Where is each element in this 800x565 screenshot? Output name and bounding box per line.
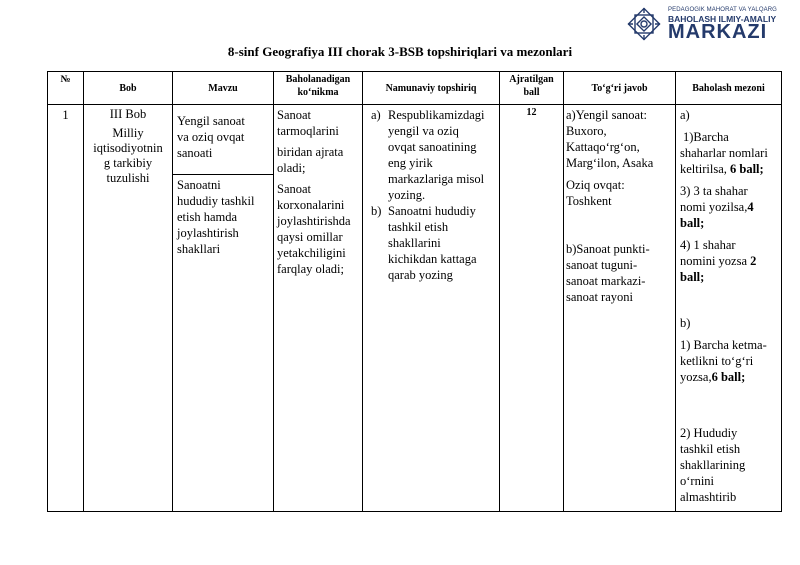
task-line: shakllarini [388,236,441,250]
criteria-line: 3) 3 ta shahar [680,184,748,198]
criteria-text: keltirilsa, [680,162,727,176]
col-line-3 [273,71,274,512]
mavzu-line: sanoati [177,146,213,160]
task-line: markazlariga misol [388,172,485,186]
criteria-score: 6 ball; [711,370,746,384]
ornament-emblem-icon [624,5,664,43]
header-mavzu-label: Mavzu [208,83,238,94]
task-line: Respublikamizdagi [388,108,485,122]
konikma-cell [277,107,362,277]
col-line-4 [362,71,363,512]
task-line: Sanoatni hududiy [388,204,476,218]
criteria-score: ball; [680,216,705,230]
answer-line: Oziq ovqat: [566,178,625,192]
criteria-line: o‘rnini [680,474,715,488]
criteria-text: nomi yozilsa, [680,200,748,214]
header-baholanadigan [274,73,362,99]
criteria-line: almashtirib [680,490,737,504]
mavzu-divider [172,174,273,175]
bob-line: Milliy [112,126,144,140]
header-baholash-mezoni [676,82,781,95]
mavzu-line: shakllari [177,242,221,256]
row-number [48,107,83,123]
mavzu-line: etish hamda [177,210,238,224]
logo-line-markazi: MARKAZI [668,21,768,43]
konikma-line: yetakchiligini [277,246,346,260]
konikma-line: joylashtirishda [277,214,351,228]
criteria-line [680,369,781,385]
task-line: qarab yozing [388,268,453,282]
bob-cell [84,107,172,186]
criteria-text: nomini yozsa [680,254,748,268]
task-list [371,107,499,283]
task-line: tashkil etish [388,220,449,234]
konikma-line: Sanoat [277,108,312,122]
mavzu-line: joylashtirish [177,226,239,240]
criteria-line: tashkil etish [680,442,741,456]
mavzu-line: Sanoatni [177,178,221,192]
header-mavzu [173,82,273,95]
col-line-2 [172,71,173,512]
page-title: 8-sinf Geografiya III chorak 3-BSB topshiriqlari va mezonlari [227,44,573,59]
header-number-label: № [60,74,71,85]
header-togri-label: To‘g‘ri javob [591,83,648,94]
col-line-6 [563,71,564,512]
criteria-score: 2 [750,254,757,268]
konikma-line: farqlay oladi; [277,262,344,276]
mavzu-cell-b [177,177,273,257]
bob-line: g tarkibiy [103,156,153,170]
header-baholanadigan-line1: Baholanadigan [285,74,351,85]
answer-line: sanoat tuguni- [566,258,638,272]
answer-line: sanoat rayoni [566,290,633,304]
konikma-line: qaysi omillar [277,230,343,244]
mavzu-line: Yengil sanoat [177,114,245,128]
task-line: eng yirik [388,156,433,170]
header-namunaviy [363,82,499,95]
criteria-line: 1)Barcha [683,130,729,144]
answer-line: Kattaqo‘rg‘on, [566,140,640,154]
criteria-score: ball; [680,270,705,284]
bob-line: III Bob [109,107,147,121]
criteria-line: 2) Hududiy [680,426,738,440]
ajratilgan-ball-cell [500,107,563,118]
criteria-line [680,253,781,269]
col-line-8 [781,71,782,512]
criteria-line [680,161,781,177]
criteria-line: shakllarining [680,458,746,472]
togri-javob-cell [566,107,675,305]
header-togri-javob [564,82,675,95]
criteria-score: 6 ball; [730,162,764,176]
criteria-line: 1) Barcha ketma- [680,338,767,352]
task-marker: b) [371,204,382,218]
header-ajratilgan-line2: ball [523,87,540,98]
konikma-line: oladi; [277,161,306,175]
header-ajratilgan [500,73,563,99]
header-bob [84,82,172,95]
answer-line: b)Sanoat punkti- [566,242,650,256]
answer-line: sanoat markazi- [566,274,646,288]
task-line: yengil va oziq [388,124,459,138]
ball-value: 12 [526,107,537,118]
row-number-value: 1 [62,108,69,122]
markazi-logo [624,5,786,43]
header-baholanadigan-line2: ko‘nikma [297,87,339,98]
criteria-line: b) [680,316,691,330]
task-item-b [371,203,499,283]
task-line: ovqat sanoatining [388,140,477,154]
table-header-divider [47,104,782,105]
mavzu-cell-a [177,113,273,161]
criteria-line [680,199,781,215]
task-line: kichikdan kattaga [388,252,477,266]
bob-line: iqtisodiyotnin [93,141,163,155]
answer-line: Buxoro, [566,124,607,138]
task-marker: a) [371,108,381,122]
konikma-line: korxonalarini [277,198,345,212]
col-line-7 [675,71,676,512]
baholash-mezoni-cell [680,107,781,505]
bob-line: tuzulishi [106,171,150,185]
header-ajratilgan-line1: Ajratilgan [509,74,554,85]
table-border-bottom [47,511,782,512]
logo-line-center: BAHOLASH ILMIY-AMALIY [668,14,777,24]
answer-line: Marg‘ilon, Asaka [566,156,654,170]
konikma-line: tarmoqlarini [277,124,339,138]
konikma-line: biridan ajrata [277,145,344,159]
criteria-text: yozsa, [680,370,712,384]
col-line-5 [499,71,500,512]
table-border-top [47,71,782,72]
namunaviy-cell [371,107,499,283]
criteria-line: shaharlar nomlari [680,146,768,160]
task-item-a [371,107,499,203]
header-bob-label: Bob [119,83,137,94]
header-namunaviy-label: Namunaviy topshiriq [385,83,477,94]
criteria-line: a) [680,108,690,122]
criteria-score: 4 [747,200,754,214]
konikma-line: Sanoat [277,182,312,196]
col-line-0 [47,71,48,512]
mavzu-line: va oziq ovqat [177,130,245,144]
logo-line-organization: PEDAGOGIK MAHORAT VA YALQARG [668,7,777,13]
answer-line: Toshkent [566,194,612,208]
criteria-line: ketlikni to‘g‘ri [680,354,754,368]
task-line: yozing. [388,188,426,202]
header-baholash-label: Baholash mezoni [692,83,765,94]
mavzu-line: hududiy tashkil [177,194,255,208]
header-number [48,73,83,86]
criteria-line: 4) 1 shahar [680,238,736,252]
answer-line: a)Yengil sanoat: [566,108,648,122]
